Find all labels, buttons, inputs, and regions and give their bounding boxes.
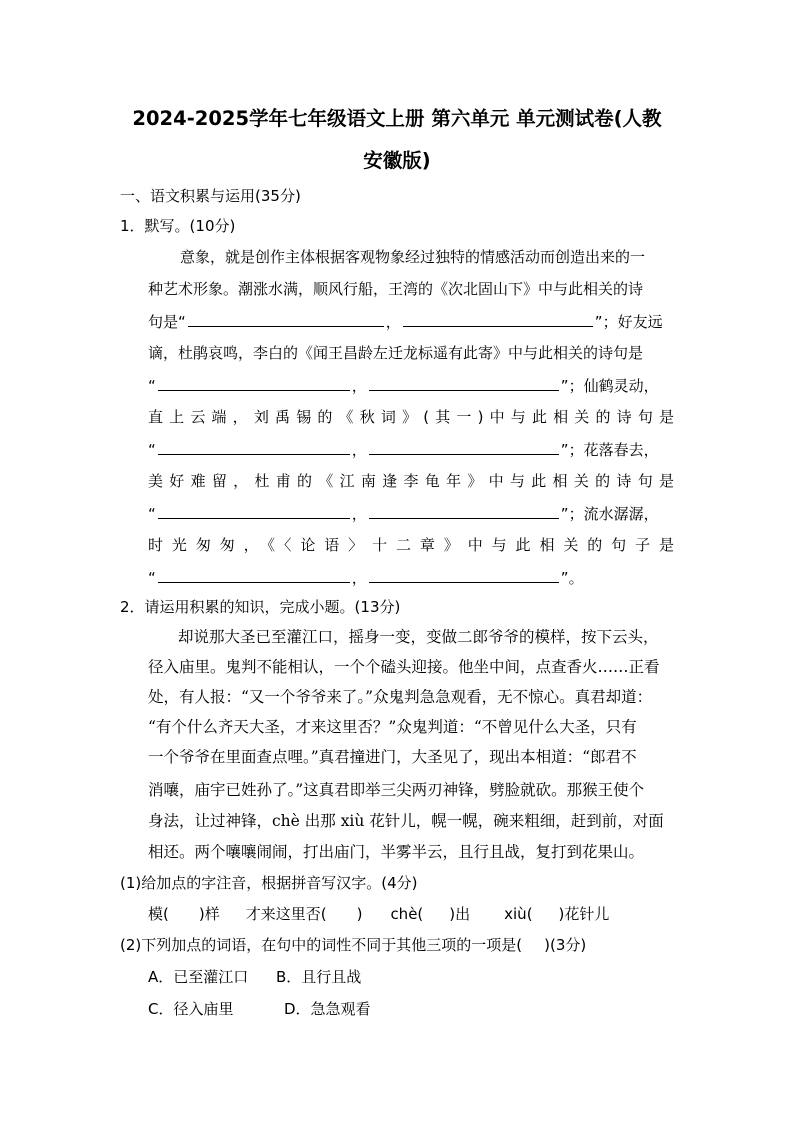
answer-blank[interactable] xyxy=(403,310,593,327)
answer-blank[interactable] xyxy=(369,566,559,583)
comma: ， xyxy=(385,313,401,331)
section-heading: 一、语文积累与运用(35分) xyxy=(120,187,301,205)
q1-text-line: 种艺术形象。潮涨水满，顺风行船，王湾的《次北固山下》中与此相关的诗 xyxy=(148,280,644,298)
q1-text-line: 谪，杜鹃哀鸣，李白的《闻王昌龄左迁龙标遥有此寄》中与此相关的诗句是 xyxy=(148,344,644,362)
comma: ， xyxy=(351,569,367,587)
q1-fill-line-1 xyxy=(148,310,663,333)
answer-blank[interactable] xyxy=(369,374,559,391)
comma: ， xyxy=(351,441,367,459)
item-text: )样 xyxy=(198,905,220,923)
option-b[interactable]: B．且行且战 xyxy=(276,968,362,986)
passage-line: 身法，让过神锋，chè 出那 xiù 花针儿，幌一幌，碗来粗细，赶到前，对面 xyxy=(148,812,664,830)
item-text: 模( xyxy=(148,905,169,923)
sub-question-1-items xyxy=(148,903,609,925)
sub2-text: (2)下列加点的词语，在句中的词性不同于其他三项的一项是( xyxy=(120,936,523,954)
passage-line: 一个爷爷在里面查点哩。”真君撞进门，大圣见了，现出本相道：“郎君不 xyxy=(148,748,637,766)
q1-text: “ xyxy=(148,505,156,523)
item-text: ) xyxy=(356,905,363,923)
q1-text: “ xyxy=(148,569,156,587)
item-text: )出 xyxy=(449,905,471,923)
option-a[interactable]: A．已至灌江口 xyxy=(148,968,249,986)
sub-question-2-label xyxy=(120,934,586,956)
q1-text: “ xyxy=(148,377,156,395)
q1-fill-line-2 xyxy=(148,374,659,397)
comma: ， xyxy=(351,377,367,395)
sub-question-1-label: (1)给加点的字注音，根据拼音写汉字。(4分) xyxy=(120,874,418,892)
q1-text: 句是“ xyxy=(148,313,186,331)
q1-fill-line-4 xyxy=(148,502,659,525)
q1-text: “ xyxy=(148,441,156,459)
q1-text: ”；好友远 xyxy=(594,313,663,331)
answer-blank[interactable] xyxy=(158,502,350,519)
answer-blank[interactable] xyxy=(158,374,350,391)
answer-blank[interactable] xyxy=(369,438,559,455)
q1-text-line: 美好难留，杜甫的《江南逢李龟年》中与此相关的诗句是 xyxy=(148,472,674,490)
q1-fill-line-5 xyxy=(148,566,584,589)
answer-blank[interactable] xyxy=(188,310,384,327)
passage-line: 相还。两个嚷嚷闹闹，打出庙门，半雾半云，且行且战，复打到花果山。 xyxy=(148,843,645,861)
q1-text-line: 直上云端，刘禹锡的《秋词》(其一)中与此相关的诗句是 xyxy=(148,408,674,426)
passage-line: 消嚷，庙宇已姓孙了。”这真君即举三尖两刃神锋，劈脸就砍。那猴王使个 xyxy=(148,781,645,799)
q1-text-line: 意象，就是创作主体根据客观物象经过独特的情感活动而创造出来的一 xyxy=(180,248,646,266)
q1-text-line: 时光匆匆，《〈论语〉十二章》中与此相关的句子是 xyxy=(148,536,674,554)
q1-text: ”；花落春去， xyxy=(560,441,659,459)
sub2-text: )(3分) xyxy=(544,936,587,954)
comma: ， xyxy=(351,505,367,523)
item-text: )花针儿 xyxy=(558,905,610,923)
answer-blank[interactable] xyxy=(158,438,350,455)
exam-title-line-1: 2024-2025学年七年级语文上册 第六单元 单元测试卷(人教 xyxy=(132,107,662,130)
passage-line: “有个什么齐天大圣，才来这里否？”众鬼判道：“不曾见什么大圣，只有 xyxy=(148,718,637,736)
option-d[interactable]: D．急急观看 xyxy=(284,1000,371,1018)
item-text: chè( xyxy=(390,905,424,923)
q1-fill-line-3 xyxy=(148,438,659,461)
item-text: 才来这里否( xyxy=(245,905,327,923)
passage-line: 处，有人报：“又一个爷爷来了。”众鬼判急急观看，无不惊心。真君却道： xyxy=(148,688,653,706)
answer-blank[interactable] xyxy=(158,566,350,583)
q1-text: ”；流水潺潺， xyxy=(560,505,659,523)
q2-label: 2．请运用积累的知识，完成小题。(13分) xyxy=(120,598,401,616)
q1-text: ”。 xyxy=(560,569,584,587)
exam-title-line-2: 安徽版) xyxy=(363,149,431,172)
q1-text: ”；仙鹤灵动， xyxy=(560,377,659,395)
option-c[interactable]: C．径入庙里 xyxy=(148,1000,234,1018)
answer-blank[interactable] xyxy=(369,502,559,519)
passage-line: 径入庙里。鬼判不能相认，一个个磕头迎接。他坐中间，点查香火……正看 xyxy=(148,658,660,676)
item-text: xiù( xyxy=(504,905,533,923)
q1-label: 1．默写。(10分) xyxy=(120,217,236,235)
passage-line: 却说那大圣已至灌江口，摇身一变，变做二郎爷爷的模样，按下云头， xyxy=(178,628,659,646)
